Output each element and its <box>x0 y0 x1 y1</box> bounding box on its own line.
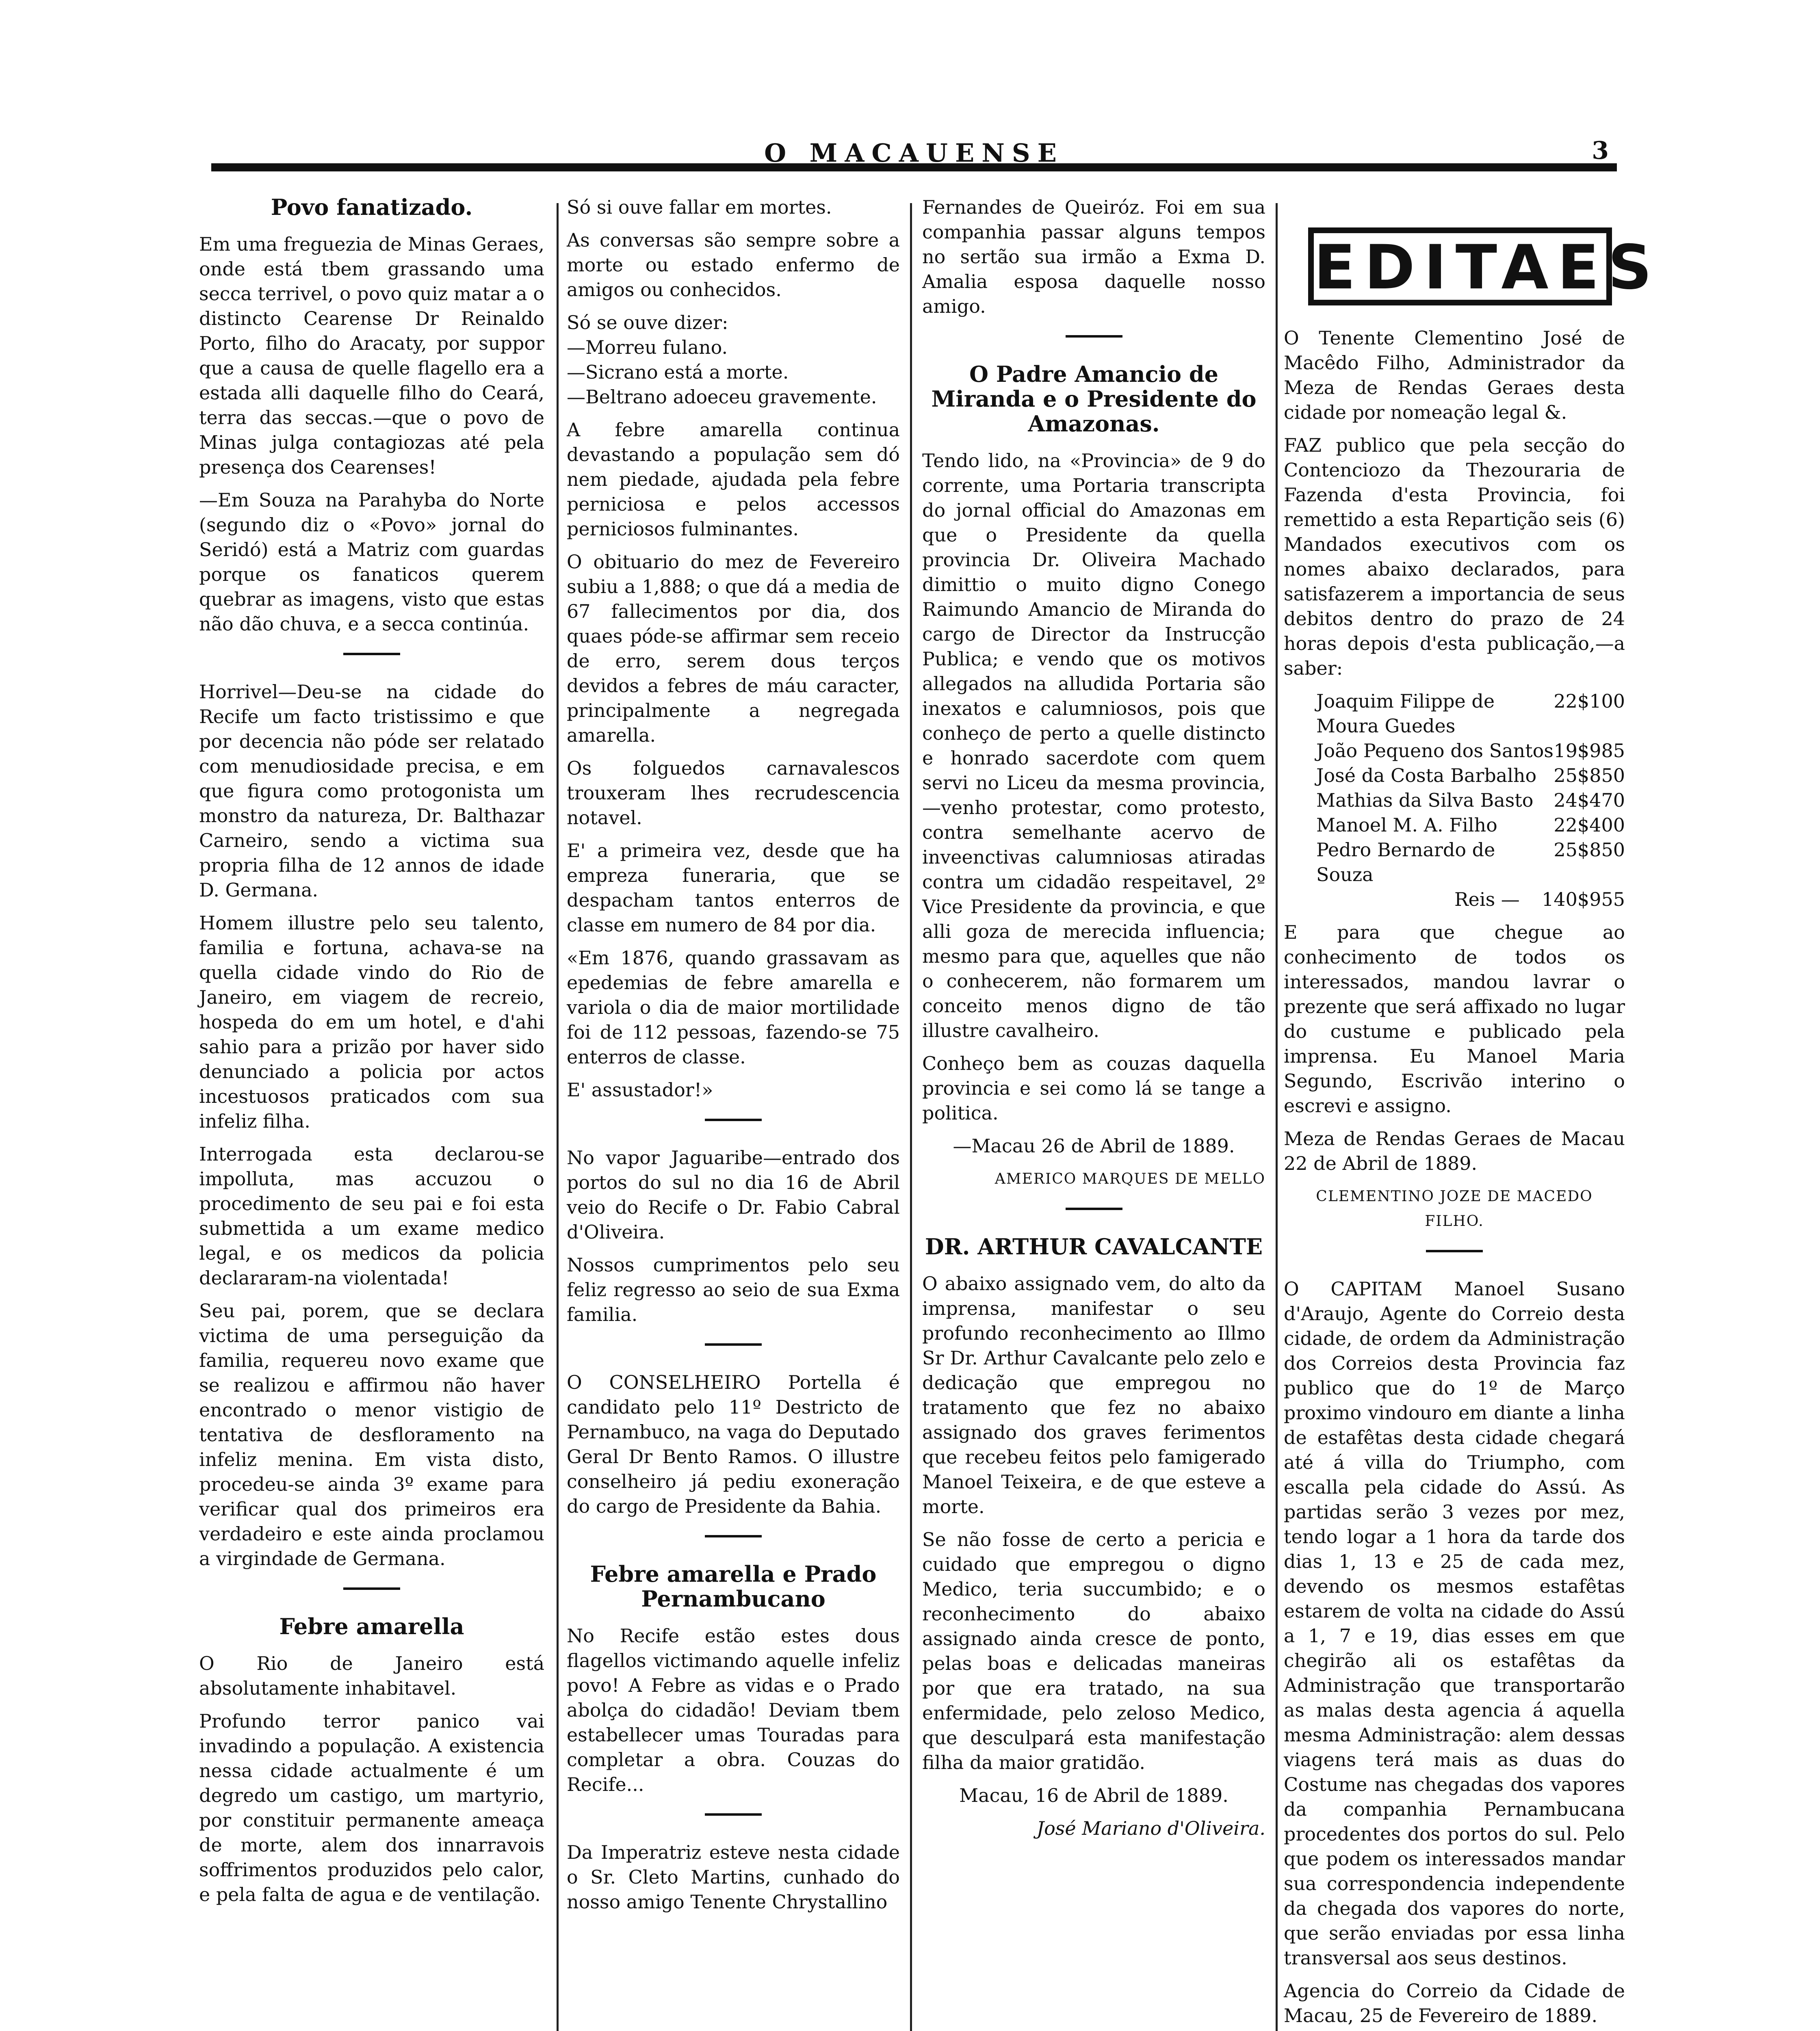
list-item: Manoel M. A. Filho 22$400 <box>1316 814 1625 836</box>
list-item: Pedro Bernardo de Souza 25$850 <box>1316 839 1625 886</box>
article-paragraph: As conversas são sempre sobre a morte ou estado enfermo de amigos ou conhecidos. <box>567 229 900 301</box>
section-separator <box>343 653 400 655</box>
article-paragraph: Agencia do Correio da Cidade de Macau, 25 de Fevereiro de 1889. <box>1284 1980 1625 2027</box>
article-date: —Macau 26 de Abril de 1889. <box>953 1135 1235 1157</box>
article-paragraph: O CAPITAM Manoel Susano d'Araujo, Agente do Correio desta cidade, de ordem da Administração dos Correios desta Provincia faz publico que do 1º de Março proximo vindouro em diante a linha de estafêtas desta cidade chegará até á villa do Triumpho, com escalla pela cidade do Assú. As partidas serão 3 vezes por mez, tendo logar a 1 hora da tarde dos dias 1, 13 e 25 de cada mez, devendo os mesmos estafêtas estarem de volta na cidade do Assú a 1, 7 e 19, dias esses em que chegirão ali os estafêtas da Administração que transportarão as malas desta agencia á aquella mesma Administração: alem dessas viagens terá mais as duas do Costume nas chegadas dos vapores da companhia Pernambucana procedentes dos portos do sul. Pelo que podem os interessados mandar sua correspondencia independente da chegada dos vapores do norte, que serão enviadas por essa linha transversal aos seus destinos. <box>1284 1278 1625 1969</box>
article-paragraph: O Rio de Janeiro está absolutamente inhabitavel. <box>199 1652 544 1699</box>
article-paragraph: «Em 1876, quando grassavam as epedemias de febre amarella e variola o dia de maior mortilidade foi de 112 pessoas, fazendo-se 75 enterros de classe. <box>567 947 900 1068</box>
article-heading: DR. ARTHUR CAVALCANTE <box>925 1234 1263 1260</box>
section-separator <box>1426 1250 1483 1252</box>
list-item: João Pequeno dos Santos 19$985 <box>1316 740 1625 762</box>
section-separator <box>1066 1208 1122 1210</box>
article-paragraph: —Morreu fulano. <box>567 336 728 358</box>
column-divider <box>557 203 559 2031</box>
article-paragraph: Interrogada esta declarou-se impolluta, mas accuzou o procedimento de seu pai e foi esta submettida a um exame medico legal, e os medicos da policia declararam-na violentada! <box>199 1143 544 1289</box>
section-separator <box>1066 335 1122 338</box>
section-separator <box>705 1119 762 1121</box>
article-paragraph: Os folguedos carnavalescos trouxeram lhes recrudescencia notavel. <box>567 757 900 829</box>
article-paragraph: Só si ouve fallar em mortes. <box>567 196 832 218</box>
article-paragraph: Conheço bem as couzas daquella provincia e sei como lá se tange a politica. <box>922 1052 1265 1124</box>
article-paragraph: Em uma freguezia de Minas Geraes, onde está tbem grassando uma secca terrivel, o povo quiz matar a o distincto Cearense Dr Reinaldo Porto, filho do Aracaty, por suppor que a causa de quelle flagello era a estada alli daquelle filho do Ceará, terra das seccas.—que o povo de Minas julga contagiozas até pela presença dos Cearenses! <box>199 233 544 478</box>
article-paragraph: Meza de Rendas Geraes de Macau 22 de Abril de 1889. <box>1284 1128 1625 1174</box>
list-item: Joaquim Filippe de Moura Guedes 22$100 <box>1316 690 1625 737</box>
article-heading: Febre amarella e Prado Pernambucano <box>590 1561 877 1612</box>
article-paragraph: No vapor Jaguaribe—entrado dos portos do sul no dia 16 de Abril veio do Recife o Dr. Fabio Cabral d'Oliveira. <box>567 1147 900 1243</box>
page-number: 3 <box>1592 136 1609 165</box>
article-paragraph: Horrivel—Deu-se na cidade do Recife um facto tristissimo e que por decencia não póde ser relatado com menudiosidade precisa, e em que figura como protogonista um monstro da natureza, Dr. Balthazar Carneiro, sendo a victima sua propria filha de 12 annos de idade D. Germana. <box>199 681 544 901</box>
article-paragraph: Só se ouve dizer: <box>567 312 728 333</box>
list-item: Mathias da Silva Basto 24$470 <box>1316 789 1625 811</box>
article-paragraph: No Recife estão estes dous flagellos victimando aquelle infeliz povo! A Febre as vidas e o Prado abolça do cidadão! Deviam tbem estabellecer umas Touradas para completar a obra. Couzas do Recife... <box>567 1625 900 1795</box>
article-paragraph: Homem illustre pelo seu talento, familia e fortuna, achava-se na quella cidade vindo do Rio de Janeiro, em viagem de recreio, hospeda do em um hotel, e d'ahi sahio para a prizão por haver sido denunciado a policia por actos incestuosos praticados com sua infeliz filha. <box>199 912 544 1132</box>
article-paragraph: O obituario do mez de Fevereiro subiu a 1,888; o que dá a media de 67 fallecimentos por dia, dos quaes póde-se affirmar sem receio de erro, serem dous terços devidos a febres de máu caracter, principalmente a negregada amarella. <box>567 551 900 746</box>
article-paragraph: FAZ publico que pela secção do Contenciozo da Thezouraria de Fazenda d'esta Provincia, foi remettido a esta Repartição seis (6) Mandados executivos com os nomes abaixo declarados, para satisfazerem a importancia de seus debitos dentro do prazo de 24 horas depois d'esta publicação,—a saber: <box>1284 434 1625 679</box>
article-paragraph: Se não fosse de certo a pericia e cuidado que empregou o digno Medico, teria succumbido; e o reconhecimento do abaixo assignado ainda cresce de ponto, pelas boas e delicadas maneiras por que era tratado, na sua enfermidade, pelo zeloso Medico, que desculpará esta manifestação filha da maior gratidão. <box>922 1529 1265 1773</box>
section-separator <box>343 1587 400 1590</box>
debtor-list <box>1284 689 1625 912</box>
article-paragraph: E para que chegue ao conhecimento de todos os interessados, mandou lavrar o prezente que será affixado no lugar do custume e publicado pela imprensa. Eu Manoel Maria Segundo, Escrivão interino o escrevi e assigno. <box>1284 921 1625 1117</box>
column-3 <box>922 195 1265 1849</box>
article-paragraph: Seu pai, porem, que se declara victima de uma perseguição da familia, requereu novo exame que se realizou e affirmou não haver encontrado o menor vistigio de tentativa de desfloramento na infeliz menina. Em vista disto, procedeu-se ainda 3º exame para verificar qual dos primeiros era verdadeiro e este ainda proclamou a virgindade de Germana. <box>199 1300 544 1570</box>
column-1 <box>199 195 544 1915</box>
column-2 <box>567 195 900 1923</box>
article-paragraph: Tendo lido, na «Provincia» de 9 do corrente, uma Portaria transcripta do jornal official do Amazonas em que o Presidente da quella provincia Dr. Oliveira Machado dimittio o muito digno Conego Raimundo Amancio de Miranda do cargo de Director da Instrucção Publica; e vendo que os motivos allegados na alludida Portaria são inexatos e calumniosos, pois que conheço de perto a quelle distincto e honrado sacerdote com quem servi no Liceu da mesma provincia,—venho protestar, como protesto, contra semelhante acervo de inveenctivas calumniosas atiradas contra um cidadão respeitavel, 2º Vice Presidente da provincia, e que alli goza de merecida influencia; mesmo para que, aquelles que não o conhecerem, não formarem um conceito menos digno de tão illustre cavalheiro. <box>922 450 1265 1041</box>
article-heading: Povo fanatizado. <box>271 194 473 220</box>
column-4 <box>1284 227 1661 2031</box>
article-paragraph: —Beltrano adoeceu gravemente. <box>567 386 877 408</box>
article-paragraph: E' assustador!» <box>567 1079 713 1101</box>
article-paragraph: —Em Souza na Parahyba do Norte (segundo diz o «Povo» jornal do Seridó) está a Matriz com guardas porque os fanaticos querem quebrar as imagens, visto que estas não dão chuva, e a secca continúa. <box>199 489 544 635</box>
article-paragraph: A febre amarella continua devastando a população sem dó nem piedade, ajudada pela febre perniciosa e pelos accessos perniciosos fulminantes. <box>567 419 900 540</box>
masthead <box>211 136 1617 168</box>
list-item: José da Costa Barbalho 25$850 <box>1316 764 1625 786</box>
article-paragraph: Profundo terror panico vai invadindo a população. A existencia nessa cidade actualmente é um degredo um castigo, um martyrio, por constituir permanente ameaça de morte, alem dos innarravois soffrimentos produzidos pelo calor, e pela falta de agua e de ventilação. <box>199 1710 544 1905</box>
article-paragraph: O CONSELHEIRO Portella é candidato pelo 11º Destricto de Pernambuco, na vaga do Deputado Geral Dr Bento Ramos. O illustre conselheiro já pediu exoneração do cargo de Presidente da Bahia. <box>567 1371 900 1517</box>
article-signature: AMERICO MARQUES DE MELLO <box>994 1171 1265 1187</box>
column-divider <box>1276 203 1278 2031</box>
column-divider <box>910 203 912 2031</box>
article-signature: CLEMENTINO JOZE DE MACEDO FILHO. <box>1316 1188 1593 1230</box>
list-total: Reis — 140$955 <box>1454 888 1625 910</box>
article-paragraph: Da Imperatriz esteve nesta cidade o Sr. Cleto Martins, cunhado do nosso amigo Tenente Chrystallino <box>567 1841 900 1913</box>
section-separator <box>705 1535 762 1537</box>
article-paragraph: O abaixo assignado vem, do alto da imprensa, manifestar o seu profundo reconhecimento ao Illmo Sr Dr. Arthur Cavalcante pelo zelo e dedicação que empregou no tratamento que fez no abaixo assignado dos graves ferimentos que recebeu feitos pelo famigerado Manoel Teixeira, e de que esteve a morte. <box>922 1273 1265 1518</box>
article-paragraph: —Sicrano está a morte. <box>567 361 789 383</box>
section-separator <box>705 1813 762 1816</box>
article-paragraph: E' a primeira vez, desde que ha empreza funeraria, que se despacham tantos enterros de classe em numero de 84 por dia. <box>567 840 900 936</box>
article-heading: O Padre Amancio de Miranda e o Presidente do Amazonas. <box>931 361 1257 437</box>
section-separator <box>705 1343 762 1346</box>
article-date: Macau, 16 de Abril de 1889. <box>959 1784 1228 1806</box>
article-heading: Febre amarella <box>279 1613 464 1639</box>
newspaper-title: O MACAUENSE <box>764 138 1064 168</box>
article-paragraph: O Tenente Clementino José de Macêdo Filho, Administrador da Meza de Rendas Geraes desta cidade por nomeação legal &. <box>1284 327 1625 423</box>
article-signature: José Mariano d'Oliveira. <box>1036 1817 1265 1839</box>
editaes-heading: EDITAES <box>1308 227 1612 305</box>
article-paragraph: Nossos cumprimentos pelo seu feliz regresso ao seio de sua Exma familia. <box>567 1254 900 1325</box>
article-paragraph: Fernandes de Queiróz. Foi em sua companhia passar alguns tempos no sertão sua irmão a Exma D. Amalia esposa daquelle nosso amigo. <box>922 196 1265 317</box>
